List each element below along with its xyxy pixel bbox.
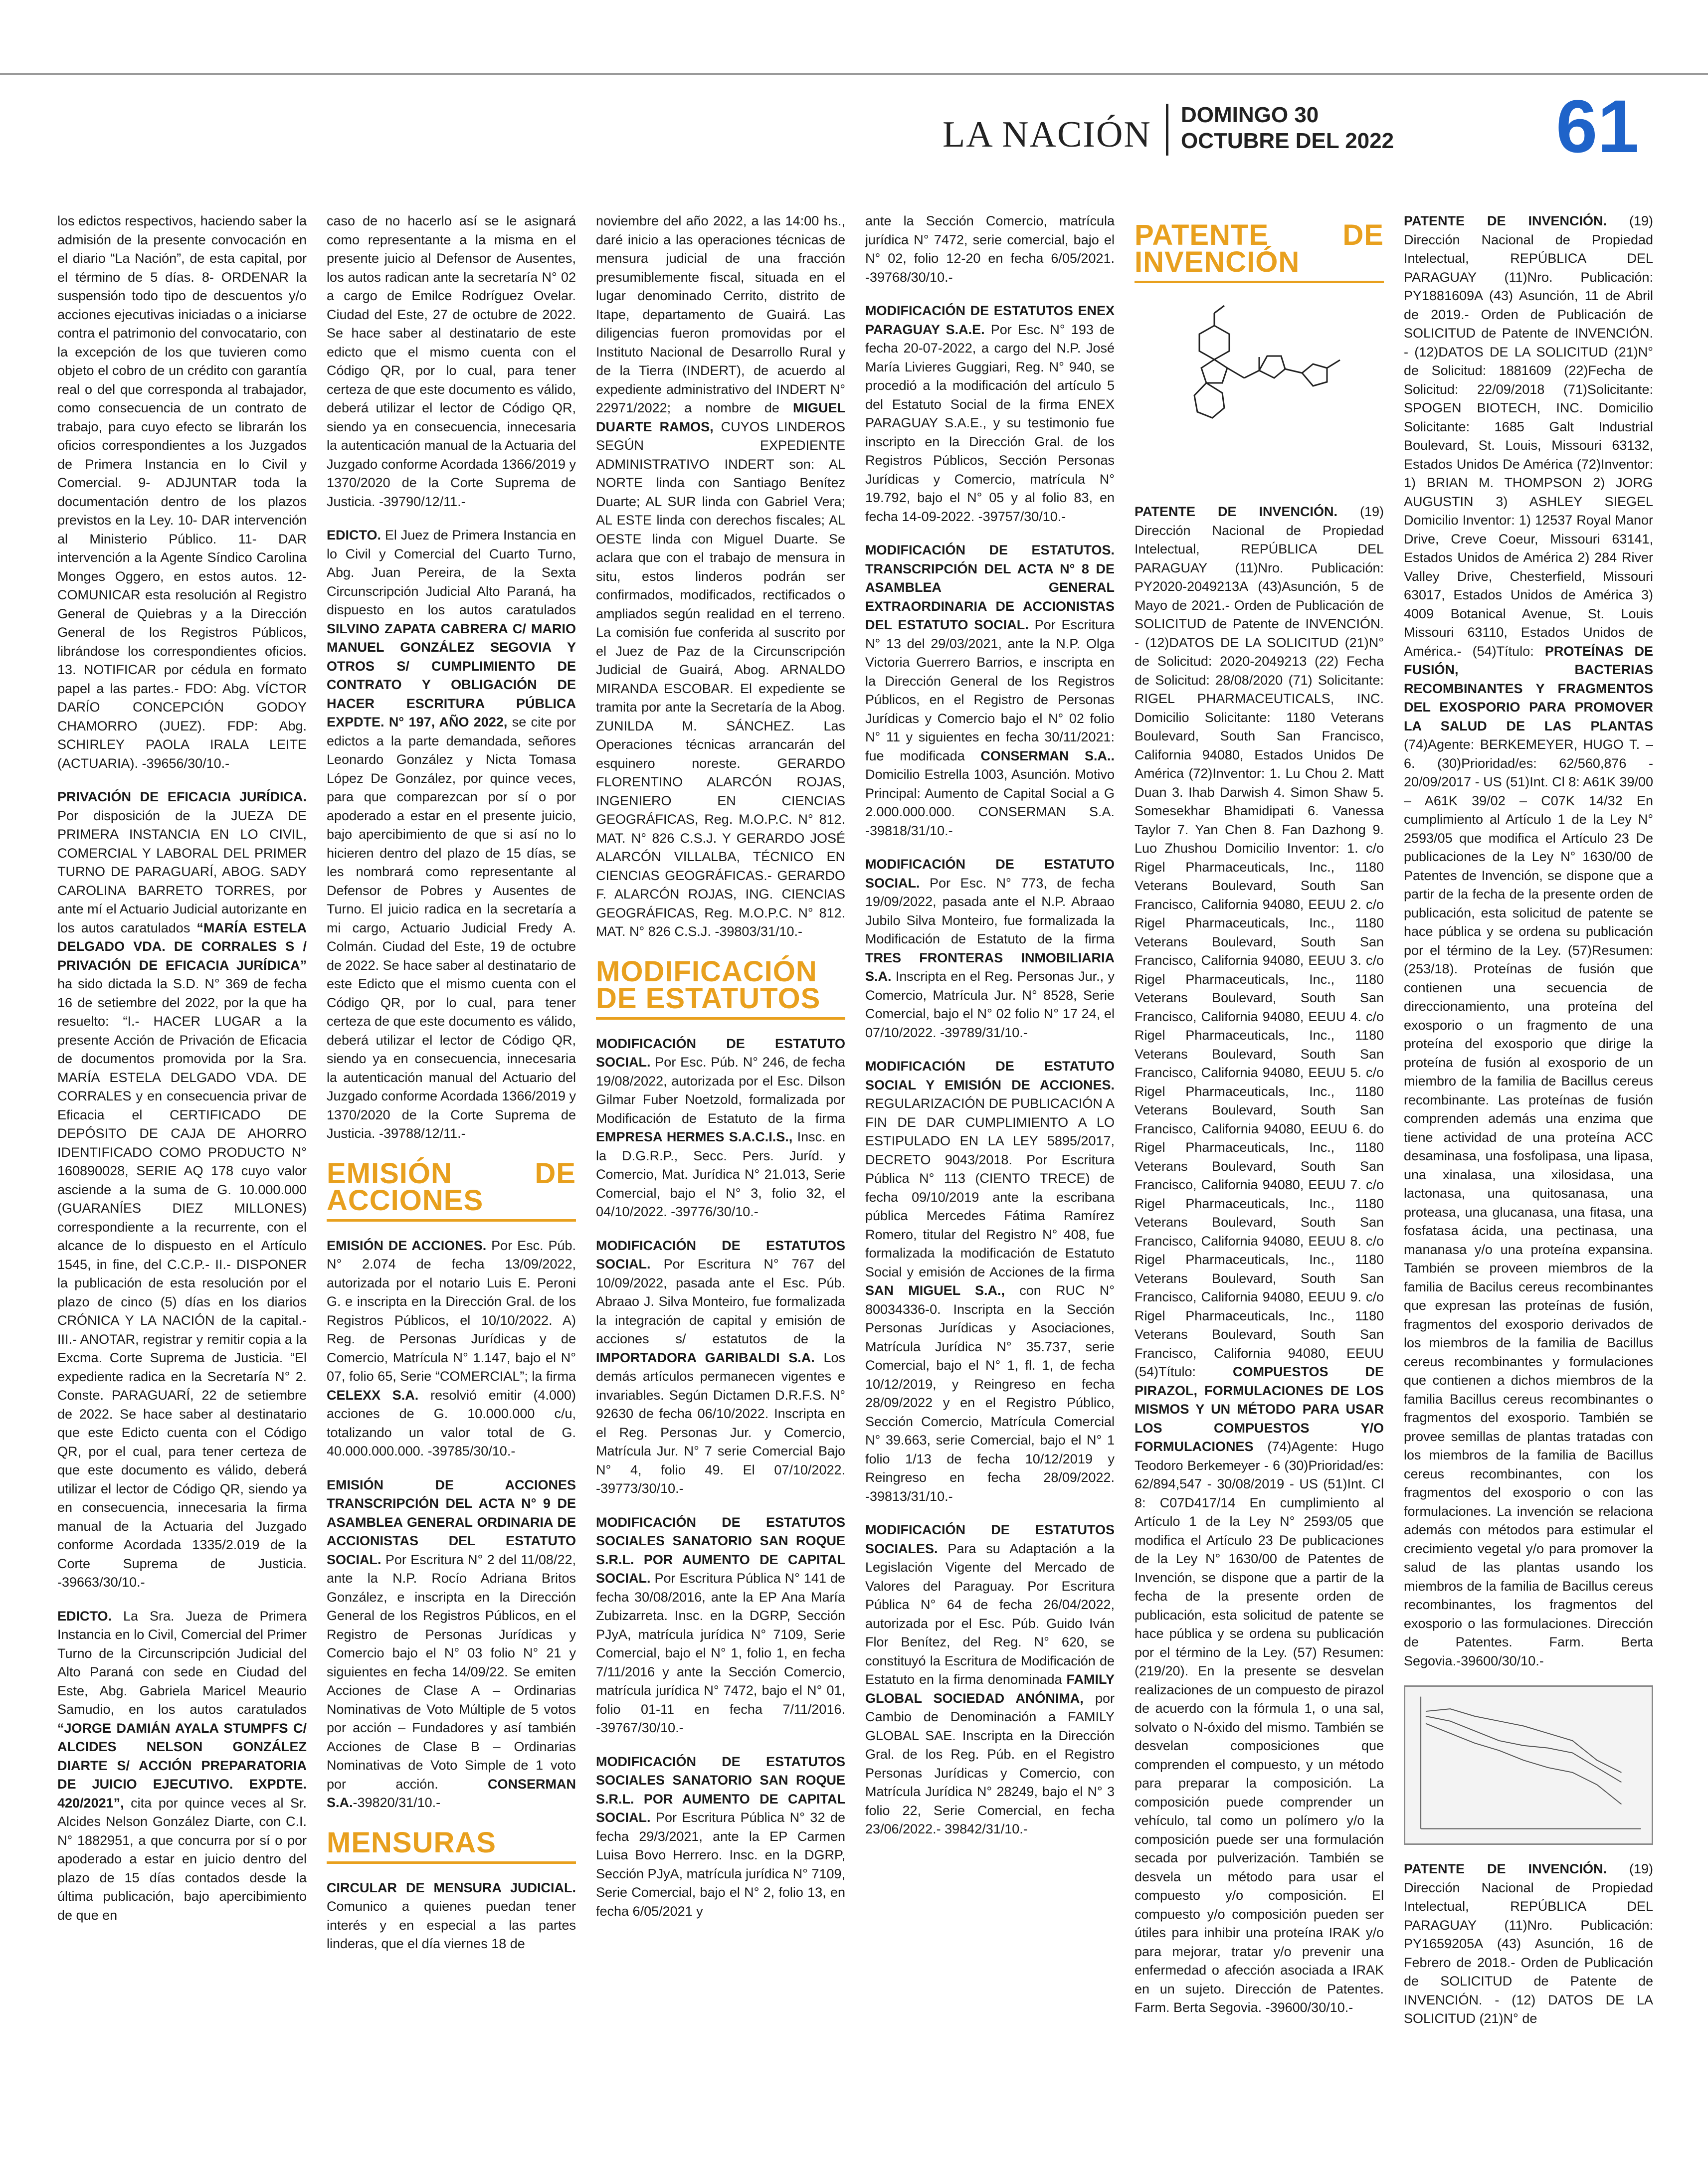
- notice-mensura-cont: noviembre del año 2022, a las 14:00 hs., daré inicio a las operaciones técnicas de mensura judicial de una fracción presumiblemente fiscal, situada en el lugar denominado Cerrito, distrito de Itape, departamento de Guairá. Las diligencias fueron promovidas por el Instituto Nacional de Desarrollo Rural y de la Tierra (INDERT), de acuerdo al expediente administrativo del INDERT N° 22971/2022; a nombre de MIGUEL DUARTE RAMOS, CUYOS LINDEROS SEGÚN EXPEDIENTE ADMINISTRATIVO INDERT son: AL NORTE linda con Santiago Benítez Duarte; AL SUR linda con Gabriel Vera; AL ESTE linda con derechos fiscales; AL OESTE linda con Miguel Duarte. Se aclara que con el trabajo de mensura in situ, estos linderos podrán ser confirmados, modificados, rectificados o ampliados según realidad en el terreno. La comisión fue conferida al suscrito por el Juez de Paz de la Circunscripción Judicial de Guairá, Abog. ARNALDO MIRANDA ESCOBAR. El expediente se tramita por ante la Secretaría de la Abog. ZUNILDA M. SÁNCHEZ. Las Operaciones técnicas arrancarán del esquinero noreste. GERARDO FLORENTINO ALARCÓN ROJAS, INGENIERO EN CIENCIAS GEOGRÁFICAS, Reg. M.O.P.C. N° 812. MAT. N° 826 C.S.J. Y GERARDO JOSÉ ALARCÓN VILLALBA, TÉCNICO EN CIENCIAS GEOGRÁFICAS.- GERARDO F. ALARCÓN ROJAS, ING. CIENCIAS GEOGRÁFICAS, Reg. M.O.P.C. N° 812. MAT. N° 826 C.S.J. -39803/31/10.-: [596, 213, 845, 939]
- masthead-separator: [1166, 104, 1168, 156]
- masthead: [943, 100, 1641, 160]
- section-heading-modificacion: MODIFICACIÓN DE ESTATUTOS: [596, 958, 845, 1020]
- notice-mod-enex: MODIFICACIÓN DE ESTATUTOS ENEX PARAGUAY S.A.E. Por Esc. N° 193 de fecha 20-07-2022, a cargo del N.P. José María Livieres Guggiari, Reg. N° 940, se procedió a la modificación del artículo 5 del Estatuto Social de la firma ENEX PARAGUAY S.A.E., y su testimonio fue inscripto en la Dirección Gral. de los Registros Públicos, Sección Personas Jurídicas y Comercio, matrícula N° 19.792, bajo el N° 05 y al folio 83, en fecha 14-09-2022. -39757/30/10.-: [865, 303, 1115, 524]
- notice-privacion-eficacia: PRIVACIÓN DE EFICACIA JURÍDICA. Por disposición de la JUEZA DE PRIMERA INSTANCIA EN LO CIVIL, COMERCIAL Y LABORAL DEL PRIMER TURNO DE PARAGUARÍ, ABOG. SADY CAROLINA BARRETO TORRES, por ante mí el Actuario Judicial autorizante en los autos caratulados “MARÍA ESTELA DELGADO VDA. DE CORRALES S / PRIVACIÓN DE EFICACIA JURÍDICA” ha sido dictada la S.D. N° 369 de fecha 16 de setiembre del 2022, por la que ha resuelto: “I.- HACER LUGAR a la presente Acción de Privación de Eficacia de documentos promovida por la Sra. MARÍA ESTELA DELGADO VDA. DE CORRALES y en consecuencia privar de Eficacia el CERTIFICADO DE DEPÓSITO DE CAJA DE AHORRO IDENTIFICADO COMO PRODUCTO N° 160890028, SERIE AQ 178 cuyo valor asciende a la suma de G. 10.000.000 (GUARANÍES DIEZ MILLONES) correspondiente a la recurrente, con el alcance de lo dispuesto en el Artículo 1545, in fine, del C.C.P.- II.- DISPONER la publicación de esta resolución por el plazo de cinco (5) días en los diarios CRÓNICA Y LA NACIÓN de la capital.- III.- ANOTAR, registrar y remitir copia a la Excma. Corte Suprema de Justicia. “El expediente radica en la Secretaría N° 2. Conste. PARAGUARÍ, 22 de setiembre de 2022. Se hace saber al destinatario que este Edicto cuenta con el Código QR, por el cual, para tener certeza de que este documento es válido, deberá utilizar el lector de Código QR, siendo ya en consecuencia, innecesaria la firma manual de la Actuaria del Juzgado conforme Acordada 1335/2.019 de la Corte Suprema de Justicia. -39663/30/10.-: [57, 789, 307, 1590]
- notice-mod-hermes: MODIFICACIÓN DE ESTATUTO SOCIAL. Por Esc. Púb. N° 246, de fecha 19/08/2022, autorizada por el Esc. Dilson Gilmar Fuber Noetzold, formalizada por Modificación de Estatuto de la firma EMPRESA HERMES S.A.C.I.S., Insc. en la D.G.R.P., Secc. Pers. Juríd. y Comercio, Mat. Jurídica N° 21.013, Serie Comercial, bajo el N° 3, folio 32, el 04/10/2022. -39776/30/10.-: [596, 1036, 845, 1219]
- notice-heading: EDICTO.: [57, 1608, 112, 1624]
- notice-heading: MODIFICACIÓN DE ESTATUTOS ENEX PARAGUAY S.A.E.: [865, 303, 1115, 337]
- notice-mod-sanroque-2: MODIFICACIÓN DE ESTATUTOS SOCIALES SANATORIO SAN ROQUE S.R.L. POR AUMENTO DE CAPITAL SOCIAL. Por Escritura Pública N° 32 de fecha 29/3/2021, ante la EP Carmen Luisa Bovo Herrero. Insc. en la DGRP, Sección PJyA, matrícula jurídica N° 7109, Serie Comercial, bajo el N° 2, folio 13, en fecha 6/05/2021 y: [596, 1754, 845, 1919]
- notice-edicto-zapata: EDICTO. El Juez de Primera Instancia en lo Civil y Comercial del Cuarto Turno, Abg. Juan Pereira, de la Sexta Circunscripción Judicial Alto Paraná, ha dispuesto en los autos caratulados SILVINO ZAPATA CABRERA C/ MARIO MANUEL GONZÁLEZ SEGOVIA Y OTROS S/ CUMPLIMIENTO DE CONTRATO Y OBLIGACIÓN DE HACER ESCRITURA PÚBLICA EXPDTE. N° 197, AÑO 2022, se cite por edictos a la parte demandada, señores Leonardo González y Nicta Tomasa López De González, por quince veces, para que comparezcan por sí o por apoderado a estar en el presente juicio, bajo apercibimiento de que si así no lo hicieren dentro del plazo de 15 días, se les nombrará como representante al Defensor de Pobres y Ausentes de Turno. El juicio radica en la secretaría a mi cargo, Actuario Judicial Fredy A. Colmán. Ciudad del Este, 19 de octubre de 2022. Se hace saber al destinatario de este Edicto que el mismo cuenta con el Código QR, por lo cual, para tener certeza de que este documento es válido, deberá utilizar el lector de Código QR, siendo ya en consecuencia, innecesaria la autenticación manual del Actuario del Juzgado conforme Acordada 1366/2019 y 1370/2020 de la Corte Suprema de Justicia. -39788/12/11.-: [327, 528, 576, 1141]
- column-3: [596, 212, 845, 2157]
- top-rule: [0, 73, 1708, 75]
- column-5: [1135, 212, 1384, 2157]
- notice-mensura: CIRCULAR DE MENSURA JUDICIAL. Comunico a quienes puedan tener interés y en especial a las partes linderas, que el día viernes 18 de: [327, 1880, 576, 1951]
- notice-emision-conserman: EMISIÓN DE ACCIONES TRANSCRIPCIÓN DEL ACTA N° 9 DE ASAMBLEA GENERAL ORDINARIA DE ACCIONISTAS DEL ESTATUTO SOCIAL. Por Escritura N° 2 del 11/08/22, ante la N.P. Rocío Adriana Britos González, e inscripta en la Dirección General de los Registros Públicos, en el Registro de Personas Jurídicas y Comercio bajo el N° 03 folio N° 21 y siguientes en fecha 14/09/22. Se emiten Acciones de Clase A – Ordinarias Nominativas de Voto Múltiple de 5 votos por acción – Fundadores y así también Acciones de Clase B – Ordinarias Nominativas de Voto Simple de 1 voto por acción. CONSERMAN S.A.-39820/31/10.-: [327, 1477, 576, 1810]
- page-number: 61: [1556, 84, 1639, 168]
- patent-line-plot-figure: [1404, 1685, 1653, 1845]
- notice-heading: EMISIÓN DE ACCIONES TRANSCRIPCIÓN DEL ACTA N° 9 DE ASAMBLEA GENERAL ORDINARIA DE ACCIONISTAS DEL ESTATUTO SOCIAL.: [327, 1477, 576, 1567]
- notice-heading: MODIFICACIÓN DE ESTATUTO SOCIAL Y EMISIÓN DE ACCIONES.: [865, 1059, 1115, 1092]
- masthead-date-day: DOMINGO 30: [1181, 103, 1319, 127]
- notice-mod-conserman: MODIFICACIÓN DE ESTATUTOS. TRANSCRIPCIÓN DEL ACTA N° 8 DE ASAMBLEA GENERAL EXTRAORDINARIA DE ACCIONISTAS DEL ESTATUTO SOCIAL. Por Escritura N° 13 del 29/03/2021, ante la N.P. Olga Victoria Guerrero Barrios, e inscripta en la Dirección General de los Registros Públicos, en el Registro de Personas Jurídicas y Comercio bajo el N° 02 folio N° 11 y siguientes en fecha 30/11/2021: fue modificada CONSERMAN S.A.. Domicilio Estrella 1003, Asunción. Motivo Principal: Aumento de Capital Social a G 2.000.000.000. CONSERMAN S.A. -39818/31/10.-: [865, 543, 1115, 838]
- column-4: [865, 212, 1115, 2157]
- notice-heading: MODIFICACIÓN DE ESTATUTOS SOCIALES SANATORIO SAN ROQUE S.R.L. POR AUMENTO DE CAPITAL SOCIAL.: [596, 1514, 845, 1586]
- section-heading-patente: PATENTE DE INVENCIÓN: [1135, 222, 1384, 283]
- column-6: [1404, 212, 1653, 2157]
- notice-heading: PATENTE DE INVENCIÓN.: [1404, 1861, 1607, 1876]
- notice-heading: PATENTE DE INVENCIÓN.: [1404, 213, 1607, 228]
- notice-patente-spogen: PATENTE DE INVENCIÓN. (19) Dirección Nacional de Propiedad Intelectual, REPÚBLICA DEL PARAGUAY (11)Nro. Publicación: PY1881609A (43) Asunción, 11 de Abril de 2019.- Orden de Publicación de SOLICITUD de Patente de INVENCIÓN. - (12)DATOS DE LA SOLICITUD (21)N° de Solicitud: 1881609 (22)Fecha de Solicitud: 22/09/2018 (71)Solicitante: SPOGEN BIOTECH, INC. Domicilio Solicitante: 1685 Galt Industrial Boulevard, St. Louis, Missouri 63132, Estados Unidos De América (72)Inventor: 1) BRIAN M. THOMPSON 2) JORG AUGUSTIN 3) ASHLEY SIEGEL Domicilio Inventor: 1) 12537 Royal Manor Drive, Creve Coeur, Missouri 63141, Estados Unidos de América 2) 284 River Valley Drive, Chesterfield, Missouri 63017, Estados Unidos de América 3) 4009 Botanical Avenue, St. Louis Missouri 63110, Estados Unidos de América.- (54)Título: PROTEÍNAS DE FUSIÓN, BACTERIAS RECOMBINANTES Y FRAGMENTOS DEL EXOSPORIO PARA PROMOVER LA SALUD DE LAS PLANTAS (74)Agente: BERKEMEYER, HUGO T. – 6. (30)Prioridad/es: 62/560,876 - 20/09/2017 - US (51)Int. Cl 8: A61K 39/00 – A61K 39/02 – C07K 14/32 En cumplimiento al Artículo 1 de la Ley N° 2593/05 que modifica el Artículo 23 De publicaciones de la Ley N° 1630/00 de Patentes de Invención, se dispone que a partir de la fecha de la presente orden de publicación, esta solicitud de patente se hace pública y se ordena su publicación por el término de la Ley. (57)Resumen: (253/18). Proteínas de fusión que contienen una secuencia de direccionamiento, una proteína del exosporio o un fragmento de una proteína del exosporio que dirige la proteína de fusión al exosporio de un miembro de la familia de Bacillus cereus recombinante. Las proteínas de fusión comprenden además una enzima que tiene actividad de una proteína ACC desaminasa, una fosfolipasa, una lipasa, una xinalasa, una xilosidasa, una lactonasa, una quitosanasa, una proteasa, una glucanasa, una fitasa, una fosfatasa ácida, una pectinasa, una mananasa y/o una proteína expansina. También se proveen miembros de la familia de Bacilus cereus recombinantes que expresan las proteínas de fusión, fragmentos del exosporio derivados de los miembros de la familia de Bacillus cereus recombinantes y formulaciones que contienen a dichos miembros de la familia Bacillus cereus recombinantes o fragmentos del exosporio. También se provee semillas de plantas tratadas con los miembros de la familia de Bacillus cereus recombinantes, con los fragmentos del exosporio o con las formulaciones. La invención se relaciona además con métodos para estimular el crecimiento vegetal y/o para promover la salud de las plantas usando los miembros de la familia de Bacillus cereus recombinantes, los fragmentos del exosporio o las formulaciones. Dirección de Patentes. Farm. Berta Segovia.-39600/30/10.-: [1404, 213, 1653, 1668]
- notice-mod-tres-fronteras: MODIFICACIÓN DE ESTATUTO SOCIAL. Por Esc. N° 773, de fecha 19/09/2022, pasada ante el N.P. Abraao Jubilo Silva Monteiro, fue formalizada la Modificación de Estatuto de la firma TRES FRONTERAS INMOBILIARIA S.A. Inscripta en el Reg. Personas Jur., y Comercio, Matrícula Jur. N° 8528, Serie Comercial, bajo el N° 02 folio N° 17 24, el 07/10/2022. -39789/31/10.-: [865, 857, 1115, 1040]
- column-1: [57, 212, 307, 2157]
- column-2: [327, 212, 576, 2157]
- newspaper-name: LA NACIÓN: [943, 114, 1151, 155]
- notice-mod-garibaldi: MODIFICACIÓN DE ESTATUTOS SOCIAL. Por Escritura N° 767 del 10/09/2022, pasada ante el Esc. Púb. Abraao J. Silva Monteiro, fue formalizada la integración de capital y emisión de acciones s/ estatutos de la IMPORTADORA GARIBALDI S.A. Los demás artículos permanecen vigentes e invariables. Según Dictamen D.R.F.S. N° 92630 de fecha 06/10/2022. Inscripta en el Reg. Personas Jur. y Comercio, Matrícula Jur. N° 7 serie Comercial Bajo N° 4, folio 49. El 07/10/2022. -39773/30/10.-: [596, 1238, 845, 1496]
- notice-heading: PATENTE DE INVENCIÓN.: [1135, 504, 1337, 519]
- section-heading-emision: EMISIÓN DE ACCIONES: [327, 1160, 576, 1222]
- notice-heading: PRIVACIÓN DE EFICACIA JURÍDICA.: [57, 789, 307, 804]
- notice-heading: EDICTO.: [327, 528, 381, 543]
- chemical-structure-figure: [1154, 298, 1364, 488]
- notice-heading: MODIFICACIÓN DE ESTATUTOS SOCIALES SANATORIO SAN ROQUE S.R.L. POR AUMENTO DE CAPITAL SOCIAL.: [596, 1754, 845, 1825]
- notice-emision-celexx: EMISIÓN DE ACCIONES. Por Esc. Púb. N° 2.074 de fecha 13/09/2022, autorizada por el notario Luis E. Peroni G. e inscripta en la Dirección Gral. de los Registros Públicos, el 10/10/2022. A) Reg. de Personas Jurídicas y de Comercio, Matrícula N° 1.147, bajo el N° 07, folio 65, Serie “COMERCIAL”; la firma CELEXX S.A. resolvió emitir (4.000) acciones de G. 10.000.000 c/u, totalizando un valor total de G. 40.000.000.000. -39785/30/10.-: [327, 1238, 576, 1458]
- notice-heading: MODIFICACIÓN DE ESTATUTO SOCIAL.: [596, 1036, 845, 1070]
- notice-patente-py1659205: PATENTE DE INVENCIÓN. (19) Dirección Nacional de Propiedad Intelectual, REPÚBLICA DEL PARAGUAY (11)Nro. Publicación: PY1659205A (43) Asunción, 16 de Febrero de 2018.- Orden de Publicación de SOLICITUD de Patente de INVENCIÓN. - (12) DATOS DE LA SOLICITUD (21)N° de: [1404, 1861, 1653, 2026]
- notice-heading: MODIFICACIÓN DE ESTATUTO SOCIAL.: [865, 857, 1115, 891]
- notice-heading: CIRCULAR DE MENSURA JUDICIAL.: [327, 1880, 576, 1895]
- masthead-date-month: OCTUBRE DEL 2022: [1181, 129, 1394, 153]
- notice-convocatoria-cont: los edictos respectivos, haciendo saber la admisión de la presente convocación en el diario “La Nación”, de esta capital, por el término de 5 días. 8- ORDENAR la suspensión todo tipo de descuentos y/o acciones ejecutivas iniciadas o a iniciarse contra el patrimonio del convocatario, con la excepción de los que tuvieren como objeto el cobro de un crédito con garantía real o del que corresponda al trabajador, como consecuencia de un contrato de trabajo, para cuyo efecto se librarán los oficios correspondientes a los Juzgados de Primera Instancia en lo Civil y Comercial. 9- ADJUNTAR toda la documentación dentro de los plazos previstos en la Ley. 10- DAR intervención al Ministerio Público. 11- DAR intervención a la Agente Síndico Carolina Monges Oggero, en estos autos. 12- COMUNICAR esta resolución al Registro General de Quiebras y a la Dirección General de los Registros Públicos, librándose los correspondientes oficios. 13. NOTIFICAR por cédula en formato papel a las partes.- FDO: Abg. VÍCTOR DARÍO CONCEPCIÓN GODOY CHAMORRO (JUEZ). FDP: Abg. SCHIRLEY PAOLA IRALA LEITE (ACTUARIA). -39656/30/10.-: [57, 213, 307, 771]
- notice-mod-san-miguel: MODIFICACIÓN DE ESTATUTO SOCIAL Y EMISIÓN DE ACCIONES. REGULARIZACIÓN DE PUBLICACIÓN A FIN DE DAR CUMPLIMIENTO A LO ESTIPULADO EN LA LEY 5895/2017, DECRETO 9043/2018. Por Escritura Pública N° 113 (CIENTO TRECE) de fecha 09/10/2019 ante la escribana pública Mercedes Fátima Ramírez Romero, titular del Registro N° 408, fue formalizada la modificación de Estatuto Social y emisión de Acciones de la firma SAN MIGUEL S.A., con RUC N° 80034336-0. Inscripta en la Sección Personas Jurídicas y Asociaciones, Matrícula Jurídica N° 35.737, serie Comercial, bajo el N° 1, fl. 1, de fecha 10/12/2019, y Reingreso en fecha 28/09/2022 y en el Registro Público, Sección Comercio, Matrícula Comercial N° 39.663, serie Comercial, bajo el N° 1 folio 1/13 de fecha 10/12/2019 y Reingreso en fecha 28/09/2022. -39813/31/10.-: [865, 1059, 1115, 1504]
- notice-heading: MODIFICACIÓN DE ESTATUTOS SOCIAL.: [596, 1238, 845, 1271]
- notice-mod-sanroque-1: MODIFICACIÓN DE ESTATUTOS SOCIALES SANATORIO SAN ROQUE S.R.L. POR AUMENTO DE CAPITAL SOCIAL. Por Escritura Pública N° 141 de fecha 30/08/2016, ante la EP Ana María Zubizarreta. Insc. en la DGRP, Sección PJyA, matrícula jurídica N° 7109, Serie Comercial, bajo el N° 1, folio 1, en fecha 7/11/2016 y ante la Sección Comercio, matrícula jurídica N° 7472, bajo el N° 01, folio 01-11 en fecha 7/11/2016. -39767/30/10.-: [596, 1514, 845, 1735]
- notice-heading: MODIFICACIÓN DE ESTATUTOS. TRANSCRIPCIÓN DEL ACTA N° 8 DE ASAMBLEA GENERAL EXTRAORDINARIA DE ACCIONISTAS DEL ESTATUTO SOCIAL.: [865, 543, 1115, 632]
- notice-sanroque-cont: ante la Sección Comercio, matrícula jurídica N° 7472, serie comercial, bajo el N° 02, folio 12-20 en fecha 6/05/2021. -39768/30/10.-: [865, 213, 1115, 285]
- notice-patente-rigel: PATENTE DE INVENCIÓN. (19) Dirección Nacional de Propiedad Intelectual, REPÚBLICA DEL PARAGUAY (11)Nro. Publicación: PY2020-2049213A (43)Asunción, 5 de Mayo de 2021.- Orden de Publicación de SOLICITUD de Patente de INVENCIÓN. - (12)DATOS DE LA SOLICITUD (21)N° de Solicitud: 2020-2049213 (22) Fecha de Solicitud: 28/08/2020 (71) Solicitante: RIGEL PHARMACEUTICALS, INC. Domicilio Solicitante: 1180 Veterans Boulevard, South San Francisco, California 94080, Estados Unidos De América (72)Inventor: 1. Lu Chou 2. Matt Duan 3. Ihab Darwish 4. Simon Shaw 5. Somesekhar Bhamidipati 6. Vanessa Taylor 7. Yan Chen 8. Fan Dazhong 9. Luo Zhushou Domicilio Inventor: 1. c/o Rigel Pharmaceuticals, Inc., 1180 Veterans Boulevard, South San Francisco, California 94080, EEUU 2. c/o Rigel Pharmaceuticals, Inc., 1180 Veterans Boulevard, South San Francisco, California 94080, EEUU 3. c/o Rigel Pharmaceuticals, Inc., 1180 Veterans Boulevard, South San Francisco, California 94080, EEUU 4. c/o Rigel Pharmaceuticals, Inc., 1180 Veterans Boulevard, South San Francisco, California 94080, EEUU 5. c/o Rigel Pharmaceuticals, Inc., 1180 Veterans Boulevard, South San Francisco, California 94080, EEUU 6. do Rigel Pharmaceuticals, Inc., 1180 Veterans Boulevard, South San Francisco, California 94080, EEUU 7. c/o Rigel Pharmaceuticals, Inc., 1180 Veterans Boulevard, South San Francisco, California 94080, EEUU 8. c/o Rigel Pharmaceuticals, Inc., 1180 Veterans Boulevard, South San Francisco, California 94080, EEUU 9. c/o Rigel Pharmaceuticals, Inc., 1180 Veterans Boulevard, South San Francisco, California 94080, EEUU (54)Título: COMPUESTOS DE PIRAZOL, FORMULACIONES DE LOS MISMOS Y UN MÉTODO PARA USAR LOS COMPUESTOS Y/O FORMULACIONES (74)Agente: Hugo Teodoro Berkemeyer - 6 (30)Prioridad/es: 62/894,547 - 30/08/2019 - US (51)Int. Cl 8: C07D417/14 En cumplimiento al Artículo 1 de la Ley N° 2593/05 que modifica el Artículo 23 De publicaciones de la Ley N° 1630/00 de Patentes de Invención, se dispone que a partir de la fecha de la presente orden de publicación, esta solicitud de patente se hace pública y se ordena su publicación por el término de la Ley. (57) Resumen: (219/20). En la presente se desvelan realizaciones de un compuesto de pirazol de acuerdo con la fórmula 1, o una sal, solvato o N-óxido del mismo. También se desvelan composiciones que comprenden el compuesto, y un método para preparar la composición. La composición puede comprender un vehículo, tal como un polímero y/o la composición puede ser una formulación secada por pulverización. También se desvela un método para usar el compuesto y/o composición. El compuesto y/o composición pueden ser útiles para inhibir una proteína IRAK y/o para mejorar, tratar y/o prevenir una enfermedad o afección asociada a IRAK en un sujeto. Dirección de Patentes. Farm. Berta Segovia. -39600/30/10.-: [1135, 504, 1384, 2015]
- section-heading-mensuras: MENSURAS: [327, 1829, 576, 1864]
- notice-mod-family-global: MODIFICACIÓN DE ESTATUTOS SOCIALES. Para su Adaptación a la Legislación Vigente del Mercado de Valores del Paraguay. Por Escritura Pública N° 64 de fecha 26/04/2022, autorizada por el Esc. Púb. Guido Iván Flor Benítez, del Reg. N° 620, se constituyó la Escritura de Modificación de Estatuto en la firma denominada FAMILY GLOBAL SOCIEDAD ANÓNIMA, por Cambio de Denominación a FAMILY GLOBAL SAE. Inscripta en la Dirección Gral. de los Reg. Púb. en el Registro Personas Jurídicas y Comercio, con Matrícula Jurídica N° 28249, bajo el N° 3 folio 22, Serie Comercial, en fecha 23/06/2022.- 39842/31/10.-: [865, 1522, 1115, 1836]
- notice-edicto-ayala: EDICTO. La Sra. Jueza de Primera Instancia en lo Civil, Comercial del Primer Turno de la Circunscripción Judicial del Alto Paraná con sede en Ciudad del Este, Abg. Gabriela Maricel Meaurio Samudio, en los autos caratulados “JORGE DAMIÁN AYALA STUMPFS C/ ALCIDES NELSON GONZÁLEZ DIARTE S/ ACCIÓN PREPARATORIA DE JUICIO EJECUTIVO. EXPDTE. 420/2021”, cita por quince veces al Sr. Alcides Nelson González Diarte, con C.I. N° 1882951, a que concurra por sí o por apoderado a estar en juicio dentro del plazo de 15 días contados desde la última publicación, bajo apercibimiento de que en: [57, 1608, 307, 1923]
- notice-heading: MODIFICACIÓN DE ESTATUTOS SOCIALES.: [865, 1522, 1115, 1556]
- notice-heading: EMISIÓN DE ACCIONES.: [327, 1238, 487, 1253]
- notice-edicto-cont: caso de no hacerlo así se le asignará como representante a la misma en el presente juicio al Defensor de Ausentes, los autos radican ante la secretaría N° 02 a cargo de Emilce Rodríguez Ovelar. Ciudad del Este, 27 de octubre de 2022. Se hace saber al destinatario de este edicto que el mismo cuenta con el Código QR, por lo cual, para tener certeza de que este documento es válido, deberá utilizar el lector de Código QR, siendo ya en consecuencia, innecesaria la autenticación manual de la Actuaria del Juzgado conforme Acordada 1366/2019 y 1370/2020 de la Corte Suprema de Justicia. -39790/12/11.-: [327, 213, 576, 509]
